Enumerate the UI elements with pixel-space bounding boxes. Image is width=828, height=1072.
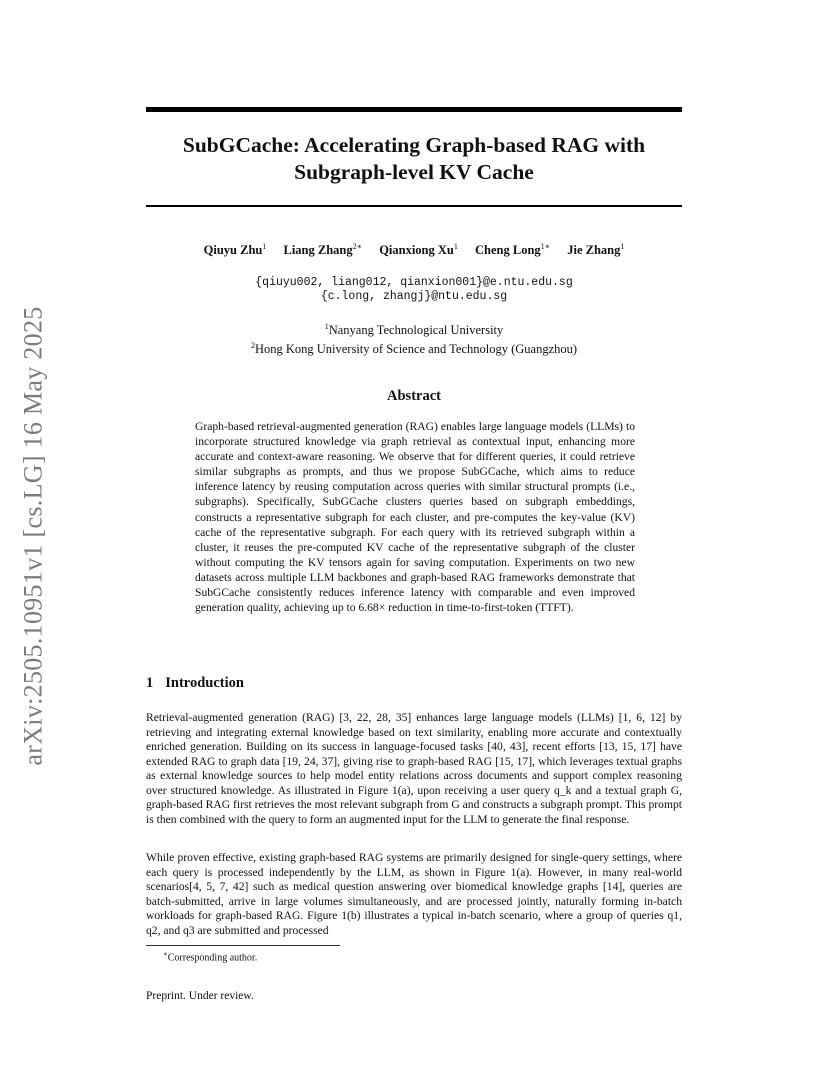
- section-heading: [146, 675, 244, 692]
- abstract-heading: Abstract: [387, 388, 441, 404]
- title-bottom-rule: [146, 205, 682, 207]
- author: Jie Zhang$^1$: [567, 242, 625, 258]
- footnote: ∗Corresponding author.: [163, 950, 258, 964]
- title-line-1: SubGCache: Accelerating Graph-based RAG with: [182, 133, 646, 157]
- section-title: Introduction: [165, 675, 244, 691]
- author: Qianxiong Xu$^1$: [379, 242, 458, 258]
- email-line: {qiuyu002, liang012, qianxion001}@e.ntu.edu.sg: [255, 276, 573, 289]
- affiliation: $^1$Nanyang Technological University: [324, 322, 504, 338]
- affiliations: [146, 319, 682, 357]
- arxiv-identifier-stamp: [12, 296, 56, 776]
- author-emails: [146, 276, 682, 304]
- author: Qiuyu Zhu$^1$: [203, 242, 267, 258]
- author: Liang Zhang$^{2∗}$: [283, 242, 363, 258]
- title-line-2: Subgraph-level KV Cache: [294, 160, 534, 184]
- email-line: {c.long, zhangj}@ntu.edu.sg: [320, 290, 508, 303]
- title-top-rule: [146, 107, 682, 112]
- footnote-rule: [146, 945, 340, 946]
- author: Cheng Long$^{1∗}$: [475, 242, 551, 258]
- abstract-text: Graph-based retrieval-augmented generation (RAG) enables large language models (LLMs) to incorporate structured knowledge via graph retrieval as contextual input, enhancing more accurate and context-aware reasoning. We observe that for different queries, it could retrieve similar subgraphs as prompts, and thus we propose SubGCache, which aims to reduce inference latency by reusing computation across queries with similar structural prompts (i.e., subgraphs). Specifically, SubGCache clusters queries based on subgraph embeddings, constructs a representative subgraph for each cluster, and pre-computes the key-value (KV) cache of the representative subgraph. For each query with its retrieved subgraph within a cluster, it reuses the pre-computed KV cache of the representative subgraph of the cluster without computing the KV tensors again for saving computation. Experiments on two new datasets across multiple LLM backbones and graph-based RAG frameworks demonstrate that SubGCache consistently reduces inference latency with comparable and even improved generation quality, achieving up to 6.68× reduction in time-to-first-token (TTFT).: [195, 420, 635, 615]
- intro-paragraph: Retrieval-augmented generation (RAG) [3, 22, 28, 35] enhances large language models (LLMs) [1, 6, 12] by retrieving and integrating external knowledge based on text similarity, enabling more accurate and contextually enriched generation. Building on its success in language-focused tasks [40, 43], recent efforts [13, 15, 17] have extended RAG to graph data [19, 24, 37], giving rise to graph-based RAG [15, 17], which leverages textual graphs as external knowledge sources to help model entity relations across documents and support complex reasoning over structured knowledge. As illustrated in Figure 1(a), upon receiving a user query q_k and a textual graph G, graph-based RAG first retrieves the most relevant subgraph from G and constructs a subgraph prompt. This prompt is then combined with the query to form an augmented input for the LLM to generate the final response.: [146, 711, 682, 826]
- intro-paragraph: While proven effective, existing graph-based RAG systems are primarily designed for single-query settings, where each query is processed independently by the LLM, as shown in Figure 1(a). However, in many real-world scenarios[4, 5, 7, 42] such as medical question answering over biomedical knowledge graphs [14], queries are batch-submitted, arrive in large volumes simultaneously, and are processed jointly, naturally forming in-batch workloads for graph-based RAG. Figure 1(b) illustrates a typical in-batch scenario, where a group of queries q1, q2, and q3 are submitted and processed: [146, 851, 682, 937]
- affiliation: $^2$Hong Kong University of Science and Technology (Guangzhou): [250, 341, 578, 357]
- paper-title: [146, 132, 682, 186]
- section-number: 1: [146, 675, 154, 691]
- preprint-note: Preprint. Under review.: [146, 990, 254, 1002]
- arxiv-stamp-text: arXiv:2505.10951v1 [cs.LG] 16 May 2025: [19, 306, 48, 766]
- author-list: [146, 242, 682, 258]
